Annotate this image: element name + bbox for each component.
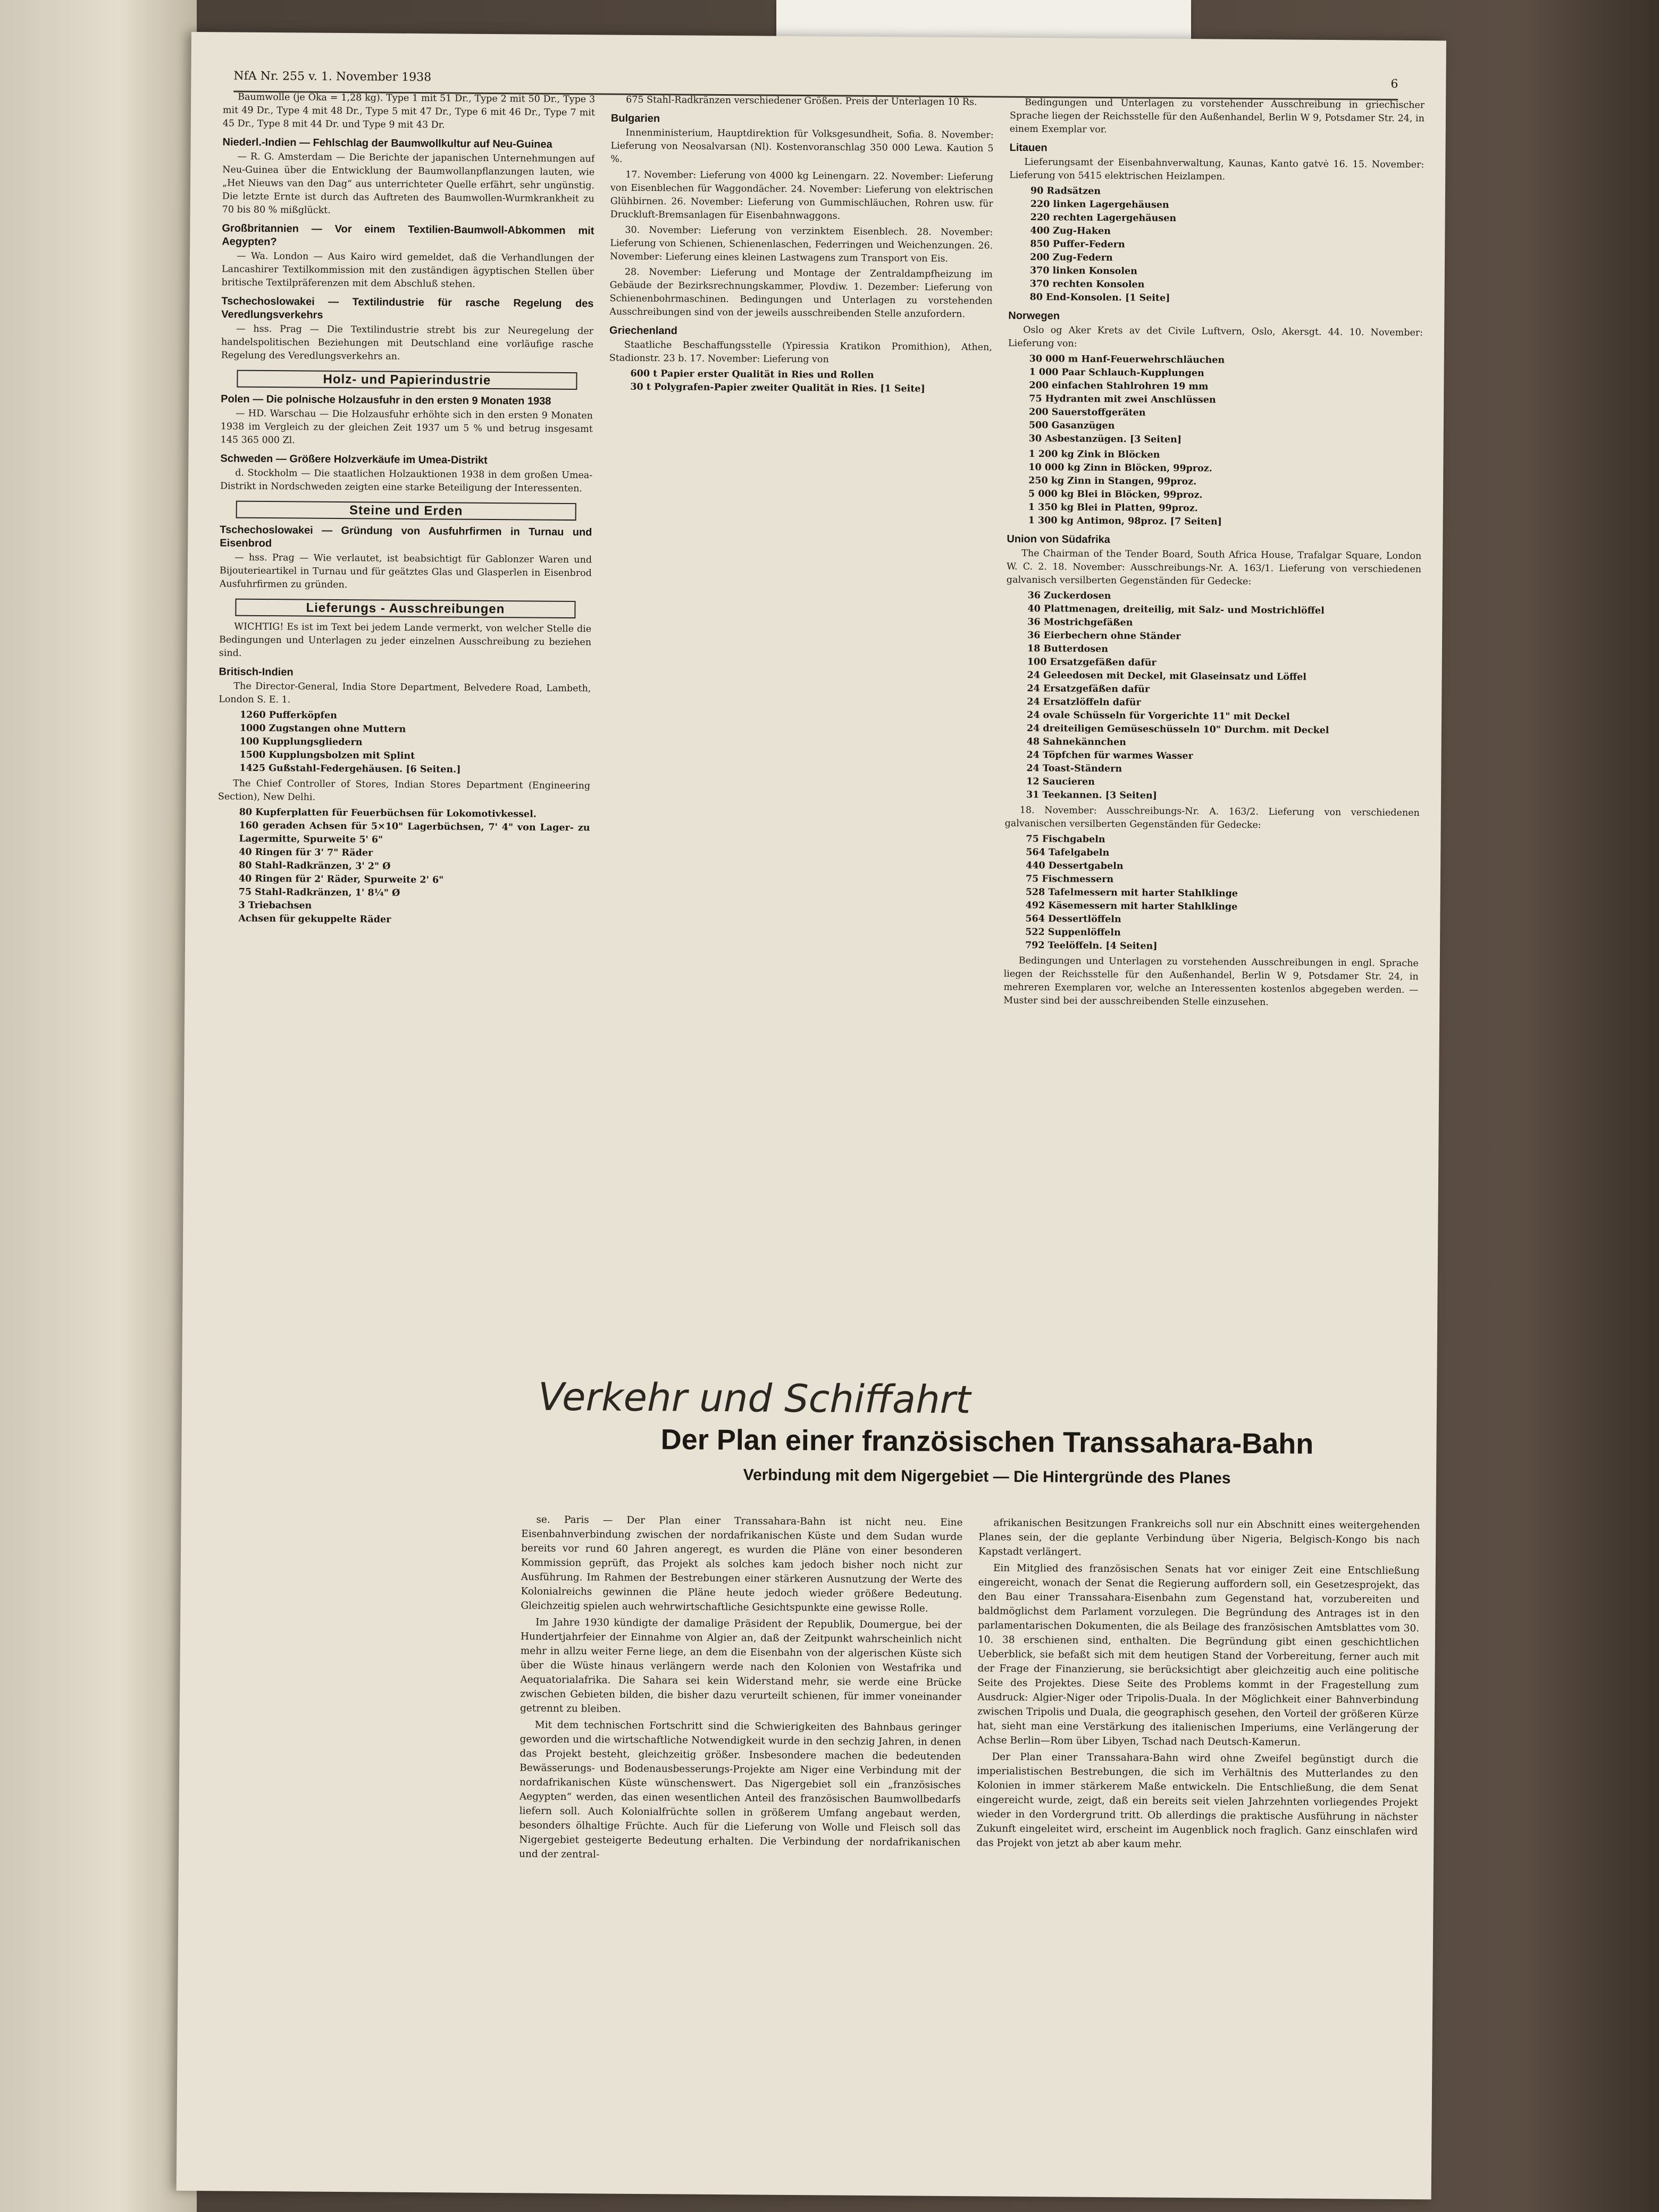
- list-item: 370 rechten Konsolen: [1029, 279, 1145, 290]
- paragraph: — hss. Prag — Wie verlautet, ist beabsichtigt für Gablonzer Waren und Bijouterieartikel in Turnau und für geätztes Glas und Glasperlen in Eisenbrod Ausfuhrfirmen zu gründen.: [219, 552, 592, 591]
- list-item: 18 Butterdosen: [1027, 643, 1109, 655]
- list-item: 600 t Papier erster Qualität in Ries und Rollen: [630, 368, 874, 381]
- paragraph: Lieferungsamt der Eisenbahnverwaltung, Kaunas, Kanto gatvė 16. 15. November: Lieferung von 5415 elektrischen Heizlampen.: [1009, 156, 1425, 182]
- list-item: 220 linken Lagergehäusen: [1030, 199, 1169, 211]
- list-item: 90 Radsätzen: [1030, 186, 1101, 197]
- paragraph: 30. November: Lieferung von verzinktem Eisenblech. 28. November: Lieferung von Schienen, Schienenlaschen, Federringen und Weichenzungen. 26. November: Lieferung eines kleinen Lastwagens zum Transport von Eis.: [609, 224, 993, 264]
- paragraph: 18. November: Ausschreibungs-Nr. A. 163/2. Lieferung von verschiedenen galvanischen versilberten Gegenständen für Gedecke:: [1004, 805, 1420, 831]
- paragraph: Im Jahre 1930 kündigte der damalige Präsident der Republik, Doumergue, bei der Hundertjahrfeier der Einnahme von Algier an, daß der Zeitpunkt wahrscheinlich nicht mehr in allzu weiter Ferne liege, an dem die Eisenbahn von der algerischen Küste sich über die Wüste hinaus verlängern werde nach den Kolonien von Westafrika und Aequatorialafrika. Die Sahara sei kein Widerstand mehr, sie werde eine Brücke zwischen Gebieten bilden, die bisher dazu verurteilt schienen, für immer voneinander getrennt zu bleiben.: [520, 1616, 962, 1715]
- list-item: 5 000 kg Blei in Blöcken, 99proz.: [1028, 489, 1203, 501]
- paragraph: Innenministerium, Hauptdirektion für Volksgesundheit, Sofia. 8. November: Lieferung von Neosalvarsan (Nl). Kostenvoranschlag 350 000 Lewa. Kaution 5 %.: [610, 127, 994, 165]
- list-item: 100 Ersatzgefäßen dafür: [1027, 657, 1157, 668]
- list-item: 1 000 Paar Schlauch-Kupplungen: [1029, 367, 1204, 379]
- section-title: Verkehr und Schiffahrt: [538, 1374, 971, 1422]
- list-item: Achsen für gekuppelte Räder: [238, 913, 391, 925]
- list-item: 30 t Polygrafen-Papier zweiter Qualität in Ries. [1 Seite]: [630, 381, 925, 395]
- list-item: 30 000 m Hanf-Feuerwehrschläuchen: [1029, 354, 1225, 366]
- paragraph: — HD. Warschau — Die Holzausfuhr erhöhte sich in den ersten 9 Monaten 1938 im Vergleich zu der gleichen Zeit 1937 um 5 % und betrug insgesamt 145 365 000 Zl.: [220, 408, 593, 446]
- item-list: [239, 709, 591, 778]
- list-item: 75 Stahl-Radkränzen, 1' 8¼" Ø: [238, 886, 400, 899]
- list-item: 400 Zug-Haken: [1030, 225, 1111, 237]
- list-item: 1 350 kg Blei in Platten, 99proz.: [1028, 502, 1198, 514]
- list-item: 492 Käsemessern mit harter Stahlklinge: [1025, 900, 1238, 912]
- list-item: 564 Tafelgabeln: [1026, 847, 1110, 859]
- list-item: 160 geraden Achsen für 5×10" Lagerbüchsen, 7' 4" von Lager- zu Lagermitte, Spurweite 5' 6": [239, 820, 590, 845]
- subheadline: Verbindung mit dem Nigergebiet — Die Hintergründe des Planes: [743, 1466, 1231, 1487]
- paragraph: Baumwolle (je Oka = 1,28 kg). Type 1 mit 51 Dr., Type 2 mit 50 Dr., Type 3 mit 49 Dr., Type 4 mit 48 Dr., Type 5 mit 47 Dr., Type 6 mit 46 Dr., Type 7 mit 45 Dr., Type 8 mit 44 Dr. und Type 9 mit 43 Dr.: [222, 91, 596, 131]
- list-item: 24 Ersatzgefäßen dafür: [1027, 683, 1150, 695]
- list-item: 250 kg Zinn in Stangen, 99proz.: [1028, 475, 1197, 488]
- list-item: 24 Geleedosen mit Deckel, mit Glaseinsatz und Löffel: [1027, 670, 1307, 683]
- paragraph: Mit dem technischen Fortschritt sind die Schwierigkeiten des Bahnbaus geringer geworden und die wirtschaftliche Notwendigkeit wurde in den sechzig Jahren, in denen das Projekt besteht, gleichzeitig größer. Insbesondere machen die bedeutenden Bewässerungs- und Bodenausbesserungs-Projekte am Niger eine Verbindung mit der nordafrikanischen Küste wünschenswert. Das Nigergebiet soll ein „französisches Aegypten“ werden, das einen wesentlichen Anteil des französischen Baumwollbedarfs liefern soll. Auch Kolonialfrüchte sollen in größerem Umfang angebaut werden, besonders ölhaltige Früchte. Auch für die Lieferung von Wolle und Fleisch soll das Nigergebiet gesteigerte Bedeutung erhalten. Die Verbindung der nordafrikanischen und der zentral-: [519, 1719, 961, 1861]
- list-item: 850 Puffer-Federn: [1030, 239, 1125, 250]
- list-item: 75 Fischgabeln: [1026, 833, 1105, 845]
- list-item: 1 300 kg Antimon, 98proz. [7 Seiten]: [1028, 515, 1222, 527]
- list-item: 1425 Gußstahl-Federgehäusen. [6 Seiten.]: [239, 763, 461, 775]
- paragraph: — R. G. Amsterdam — Die Berichte der japanischen Unternehmungen auf Neu-Guinea über die Entwicklung der Baumwollanpflanzungen lauten, wie „Het Nieuws van den Dag“ aus unterrichteter Quelle erfährt, sehr ungünstig. Die letzte Ernte ist durch das Auftreten des Baumwollen-Wurmkrankheit zu 70 bis 80 % mißglückt.: [222, 151, 595, 216]
- paragraph: 675 Stahl-Radkränzen verschiedener Größen. Preis der Unterlagen 10 Rs.: [626, 94, 977, 108]
- country-title: Norwegen: [1008, 309, 1060, 322]
- paragraph: afrikanischen Besitzungen Frankreichs soll nur ein Abschnitt eines weitergehenden Planes sein, der die geplante Verbindung über Nigeria, Belgisch-Kongo bis nach Kapstadt verlängert.: [978, 1517, 1420, 1558]
- list-item: 100 Kupplungsgliedern: [239, 736, 363, 748]
- paragraph: The Director-General, India Store Department, Belvedere Road, Lambeth, London S. E. 1.: [219, 681, 591, 706]
- item-list: [1028, 448, 1422, 530]
- list-item: 3 Triebachsen: [238, 900, 312, 911]
- list-item: 40 Plattmenagen, dreiteilig, mit Salz- und Mostrichlöffel: [1027, 604, 1325, 616]
- article-title: Schweden — Größere Holzverkäufe im Umea-Distrikt: [220, 453, 488, 466]
- paragraph: Der Plan einer Transsahara-Bahn wird ohne Zweifel begünstigt durch die imperialistischen Bestrebungen, die sich im Verhältnis des Mutterlandes zu den Kolonien in immer stärkerem Maße entwickeln. Die Entschließung, die dem Senat eingereicht wurde, zeigt, daß ein bereits seit vielen Jahrzehnten vorliegendes Projekt wieder in den Vordergrund tritt. Ob allerdings die praktische Ausführung in nächster Zukunft eingeleitet wird, erscheint im Augenblick noch fraglich. Ganz einschlafen wird das Projekt von jetzt ab aber kaum mehr.: [976, 1751, 1419, 1850]
- country-title: Britisch-Indien: [219, 666, 294, 678]
- list-item: 10 000 kg Zinn in Blöcken, 99prоz.: [1028, 462, 1212, 474]
- article-title: Tschechoslowakei — Gründung von Ausfuhrfirmen in Turnau und Eisenbrod: [220, 524, 592, 550]
- list-item: 12 Saucieren: [1026, 776, 1095, 787]
- list-item: 1500 Kupplungsbolzen mit Splint: [239, 749, 415, 761]
- paragraph: The Chief Controller of Stores, Indian Stores Department (Engineering Section), New Delhi.: [217, 778, 591, 803]
- list-item: 24 ovale Schüsseln für Vorgerichte 11" mit Deckel: [1026, 709, 1290, 723]
- list-item: 75 Fischmessern: [1025, 873, 1114, 885]
- list-item: 1260 Pufferköpfen: [239, 709, 337, 721]
- paragraph: Bedingungen und Unterlagen zu vorstehenden Ausschreibungen in engl. Sprache liegen der Reichsstelle für den Außenhandel, Berlin W 9, Potsdamer Str. 24, in mehreren Exemplaren vor, welche an Interessenten kostenlos abgegeben werden. — Muster sind bei der ausschreibenden Stelle einzusehen.: [1003, 955, 1419, 1008]
- paragraph: se. Paris — Der Plan einer Transsahara-Bahn ist nicht neu. Eine Eisenbahnverbindung zwischen der nordafrikanischen Küste und dem Sudan wurde bereits vor rund 60 Jahren angeregt, es wurden die Pläne von einer besonderen Kommission geprüft, das Projekt als solches kam jedoch bisher noch nicht zur Ausführung. Im Rahmen der Bestrebungen einer stärkeren Ausnutzung der Werte des Kolonialreichs gewinnen die Pläne heute jedoch wieder größere Bedeutung. Gleichzeitig spielen auch wehrwirtschaftliche Gesichtspunkte eine gewisse Rolle.: [521, 1514, 963, 1614]
- list-item: 200 Zug-Federn: [1030, 252, 1113, 264]
- item-list: [238, 806, 590, 928]
- list-item: 30 Asbestanzügen. [3 Seiten]: [1028, 433, 1182, 446]
- item-list: [1025, 833, 1420, 955]
- list-item: 40 Ringen für 2' Räder, Spurweite 2' 6": [238, 873, 444, 886]
- list-item: 1000 Zugstangen ohne Muttern: [239, 723, 406, 735]
- list-item: 36 Zuckerdosen: [1027, 590, 1111, 602]
- page-number: 6: [1390, 77, 1398, 91]
- paragraph: Bedingungen und Unterlagen zu vorstehender Ausschreibung in griechischer Sprache liegen der Reichsstelle für den Außenhandel, Berlin W 9, Potsdamer Str. 24, in einem Exemplar vor.: [1009, 97, 1425, 136]
- section-box: Steine und Erden: [236, 501, 576, 521]
- paragraph: 28. November: Lieferung und Montage der Zentraldampfheizung im Gebäude der Bezirksrechnungskammer, Plovdiw. 1. Dezember: Lieferung von Schienenbohrmaschinen. Bedingungen und Unterlagen zu vorstehenden Ausschreibungen sind von der jeweils ausschreibenden Stelle anzufordern.: [609, 266, 993, 320]
- notice-paragraph: WICHTIG! Es ist im Text bei jedem Lande vermerkt, von welcher Stelle die Bedingungen und Unterlagen zu jeder einzelnen Ausschreibung zu beziehen sind.: [219, 621, 592, 659]
- issue-line: NfA Nr. 255 v. 1. November 1938: [233, 69, 432, 85]
- list-item: 80 Kupferplatten für Feuerbüchsen für Lokomotivkessel.: [239, 807, 537, 820]
- paragraph: Staatliche Beschaffungsstelle (Ypiressia Kratikon Promithion), Athen, Stadionstr. 23 b. 17. November: Lieferung von: [609, 339, 992, 365]
- list-item: 370 linken Konsolen: [1029, 265, 1137, 277]
- item-list: [1029, 353, 1423, 448]
- list-item: 36 Mostrichgefäßen: [1027, 617, 1133, 629]
- item-list: [630, 367, 992, 397]
- list-item: 1 200 kg Zink in Blöcken: [1028, 449, 1160, 460]
- article-title: Polen — Die polnische Holzausfuhr in den ersten 9 Monaten 1938: [221, 393, 551, 407]
- item-list: [1029, 185, 1424, 307]
- country-title: Griechenland: [609, 324, 677, 337]
- country-title: Bulgarien: [610, 112, 660, 125]
- article-column-right: [974, 1515, 1420, 2146]
- list-item: 24 Toast-Ständern: [1026, 763, 1122, 775]
- list-item: 792 Teelöffeln. [4 Seiten]: [1025, 940, 1158, 952]
- list-item: 220 rechten Lagergehäusen: [1030, 212, 1177, 224]
- list-item: 36 Eierbechern ohne Ständer: [1027, 630, 1181, 642]
- paragraph: Oslo og Aker Krets av det Civile Luftvern, Oslo, Akersgt. 44. 10. November: Lieferung von:: [1008, 324, 1423, 349]
- column-2: [602, 94, 994, 1372]
- list-item: 31 Teekannen. [3 Seiten]: [1026, 789, 1157, 801]
- country-title: Litauen: [1009, 141, 1048, 154]
- list-item: 440 Dessertgabeln: [1026, 860, 1124, 872]
- previous-page-edge: [0, 0, 197, 2212]
- list-item: 48 Sahnekännchen: [1026, 736, 1126, 748]
- list-item: 564 Dessertlöffeln: [1025, 913, 1121, 925]
- list-item: 200 einfachen Stahlrohren 19 mm: [1029, 380, 1209, 392]
- section-box: Holz- und Papierindustrie: [237, 370, 577, 390]
- item-list: [1026, 589, 1421, 805]
- list-item: 80 Stahl-Radkränzen, 3' 2" Ø: [238, 860, 391, 872]
- list-item: 75 Hydranten mit zwei Anschlüssen: [1029, 393, 1216, 406]
- list-item: 500 Gasanzügen: [1028, 420, 1115, 432]
- headline: Der Plan einer französischen Transsahara-Bahn: [660, 1423, 1314, 1460]
- section-box: Lieferungs - Ausschreibungen: [235, 599, 575, 618]
- list-item: 24 dreiteiligen Gemüseschüsseln 10" Durchm. mit Deckel: [1026, 723, 1329, 736]
- column-3: [1001, 96, 1425, 1375]
- list-item: 522 Suppenlöffeln: [1025, 926, 1121, 939]
- list-item: 528 Tafelmessern mit harter Stahlklinge: [1025, 886, 1238, 899]
- article-column-left: [517, 1512, 962, 2143]
- list-item: 200 Sauerstoffgeräten: [1028, 407, 1146, 418]
- article-title: Niederl.-Indien — Fehlschlag der Baumwollkultur auf Neu-Guinea: [222, 136, 552, 150]
- paragraph: — Wa. London — Aus Kairo wird gemeldet, daß die Verhandlungen der Lancashirer Textilkommission mit den zuständigen ägyptischen Stellen über britische Textilpräferenzen mit dem Abschluß stehen.: [221, 250, 594, 290]
- newspaper-page: [177, 32, 1446, 2199]
- article-title: Großbritannien — Vor einem Textilien-Baumwoll-Abkommen mit Aegypten?: [222, 222, 594, 248]
- list-item: 80 End-Konsolen. [1 Seite]: [1029, 292, 1170, 304]
- article-title: Tschechoslowakei — Textilindustrie für rasche Regelung des Veredlungsverkehrs: [221, 295, 594, 321]
- paragraph: The Chairman of the Tender Board, South Africa House, Trafalgar Square, London W. C. 2. 18. November: Ausschreibungs-Nr. A. 163/1. Lieferung von verschiedenen galvanisch versilberten Gegenständen für Gedecke:: [1006, 548, 1422, 587]
- country-title: Union von Südafrika: [1007, 533, 1110, 546]
- paragraph: — hss. Prag — Die Textilindustrie strebt bis zur Neuregelung der handelspolitischen Beziehungen mit Deutschland eine vorläufige rasche Regelung des Veredlungsverkehrs an.: [221, 323, 594, 362]
- list-item: 24 Ersatzlöffeln dafür: [1027, 697, 1141, 708]
- list-item: 24 Töpfchen für warmes Wasser: [1026, 749, 1193, 762]
- paragraph: Ein Mitglied des französischen Senats hat vor einiger Zeit eine Entschließung eingereicht, wonach der Senat die Regierung auffordern soll, ein Gesetzesprojekt, das den Bau einer Transsahara-Eisenbahn zum Gegenstand hat, vorzubereiten und baldmöglichst dem Parlament vorzulegen. Die Begründung des Antrages ist in den parlamentarischen Dokumenten, die als Beilage des französischen Amtsblattes vom 30. 10. 38 erschienen sind, enthalten. Die Begründung gibt einen geschichtlichen Ueberblick, sie befaßt sich mit dem heutigen Stand der Vorbereitung, ferner auch mit der Frage der Finanzierung, sie berücksichtigt aber gleichzeitig auch eine politische Seite des Projektes. Diese Seite des Problems kommt in der Fragestellung zum Ausdruck: Algier-Niger oder Tripolis-Duala. In der Möglichkeit einer Bahnverbindung zwischen Tripolis und Duala, die geographisch gesehen, den Vorteil der größeren Kürze hat, sieht man eine Verstärkung des italienischen Imperiums, eine Verlängerung der Achse Berlin—Rom über Libyen, Tschad nach Deutsch-Kamerun.: [977, 1562, 1420, 1748]
- paragraph: 17. November: Lieferung von 4000 kg Leinengarn. 22. November: Lieferung von Eisenblechen für Waggondächer. 24. November: Lieferung von elektrischen Glühbirnen. 26. November: Lieferung von Gummischläuchen, Rohren usw. für Druckluft-Bremsanlagen für Eisenbahnwaggons.: [610, 169, 994, 222]
- paragraph: d. Stockholm — Die staatlichen Holzauktionen 1938 in dem großen Umea-Distrikt in Nordschweden zeigten eine starke Beteiligung der Interessenten.: [220, 467, 593, 495]
- list-item: 40 Ringen für 3' 7" Räder: [239, 847, 373, 859]
